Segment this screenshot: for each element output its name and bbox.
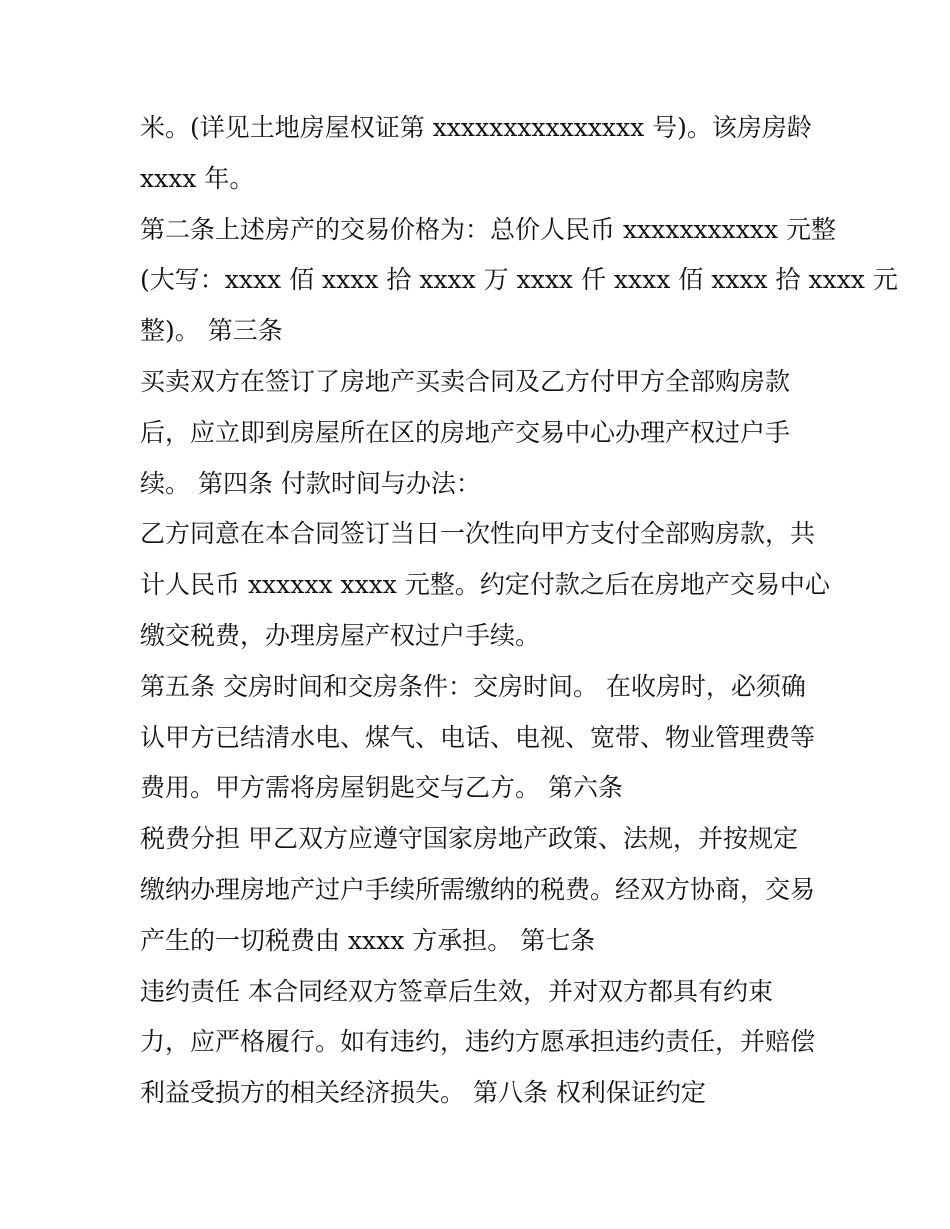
text-line-16: 缴纳办理房地产过户手续所需缴纳的税费。经双方协商，交易 [140,874,816,904]
text-line-8: 续。 第四条 付款时间与办法： [140,468,481,498]
text-line-5: 整)。 第三条 [140,316,283,346]
text-line-7: 后，应立即到房屋所在区的房地产交易中心办理产权过户手 [140,417,791,447]
text-line-17: 产生的一切税费由 xxxx 方承担。 第七条 [140,925,596,955]
text-line-14: 费用。甲方需将房屋钥匙交与乙方。 第六条 [140,773,623,803]
text-line-6: 买卖双方在签订了房地产买卖合同及乙方付甲方全部购房款 [140,366,791,396]
text-line-13: 认甲方已结清水电、煤气、电话、电视、宽带、物业管理费等 [140,722,816,752]
text-line-18: 违约责任 本合同经双方签章后生效，并对双方都具有约束 [140,976,773,1006]
text-line-1: 米。(详见土地房屋权证第 xxxxxxxxxxxxxxx 号)。该房房龄 [140,113,812,142]
text-line-9: 乙方同意在本合同签订当日一次性向甲方支付全部购房款，共 [140,519,816,549]
text-line-19: 力，应严格履行。如有违约，违约方愿承担违约责任，并赔偿 [140,1027,816,1057]
text-line-11: 缴交税费，办理房屋产权过户手续。 [140,620,541,650]
text-line-3: 第二条上述房产的交易价格为：总价人民币 xxxxxxxxxxx 元整 [140,214,836,244]
text-line-2: xxxx 年。 [140,163,255,193]
text-line-12: 第五条 交房时间和交房条件：交房时间。 在收房时，必须确 [140,671,806,701]
contract-body-text [140,103,898,1119]
text-line-20: 利益受损方的相关经济损失。 第八条 权利保证约定 [140,1078,706,1108]
text-line-15: 税费分担 甲乙双方应遵守国家房地产政策、法规，并按规定 [140,824,798,854]
text-line-4: (大写：xxxx 佰 xxxx 拾 xxxx 万 xxxx 仟 xxxx 佰 xxxx 拾 xxxx 元 [140,265,898,295]
text-line-10: 计人民币 xxxxxx xxxx 元整。约定付款之后在房地产交易中心 [140,570,830,600]
